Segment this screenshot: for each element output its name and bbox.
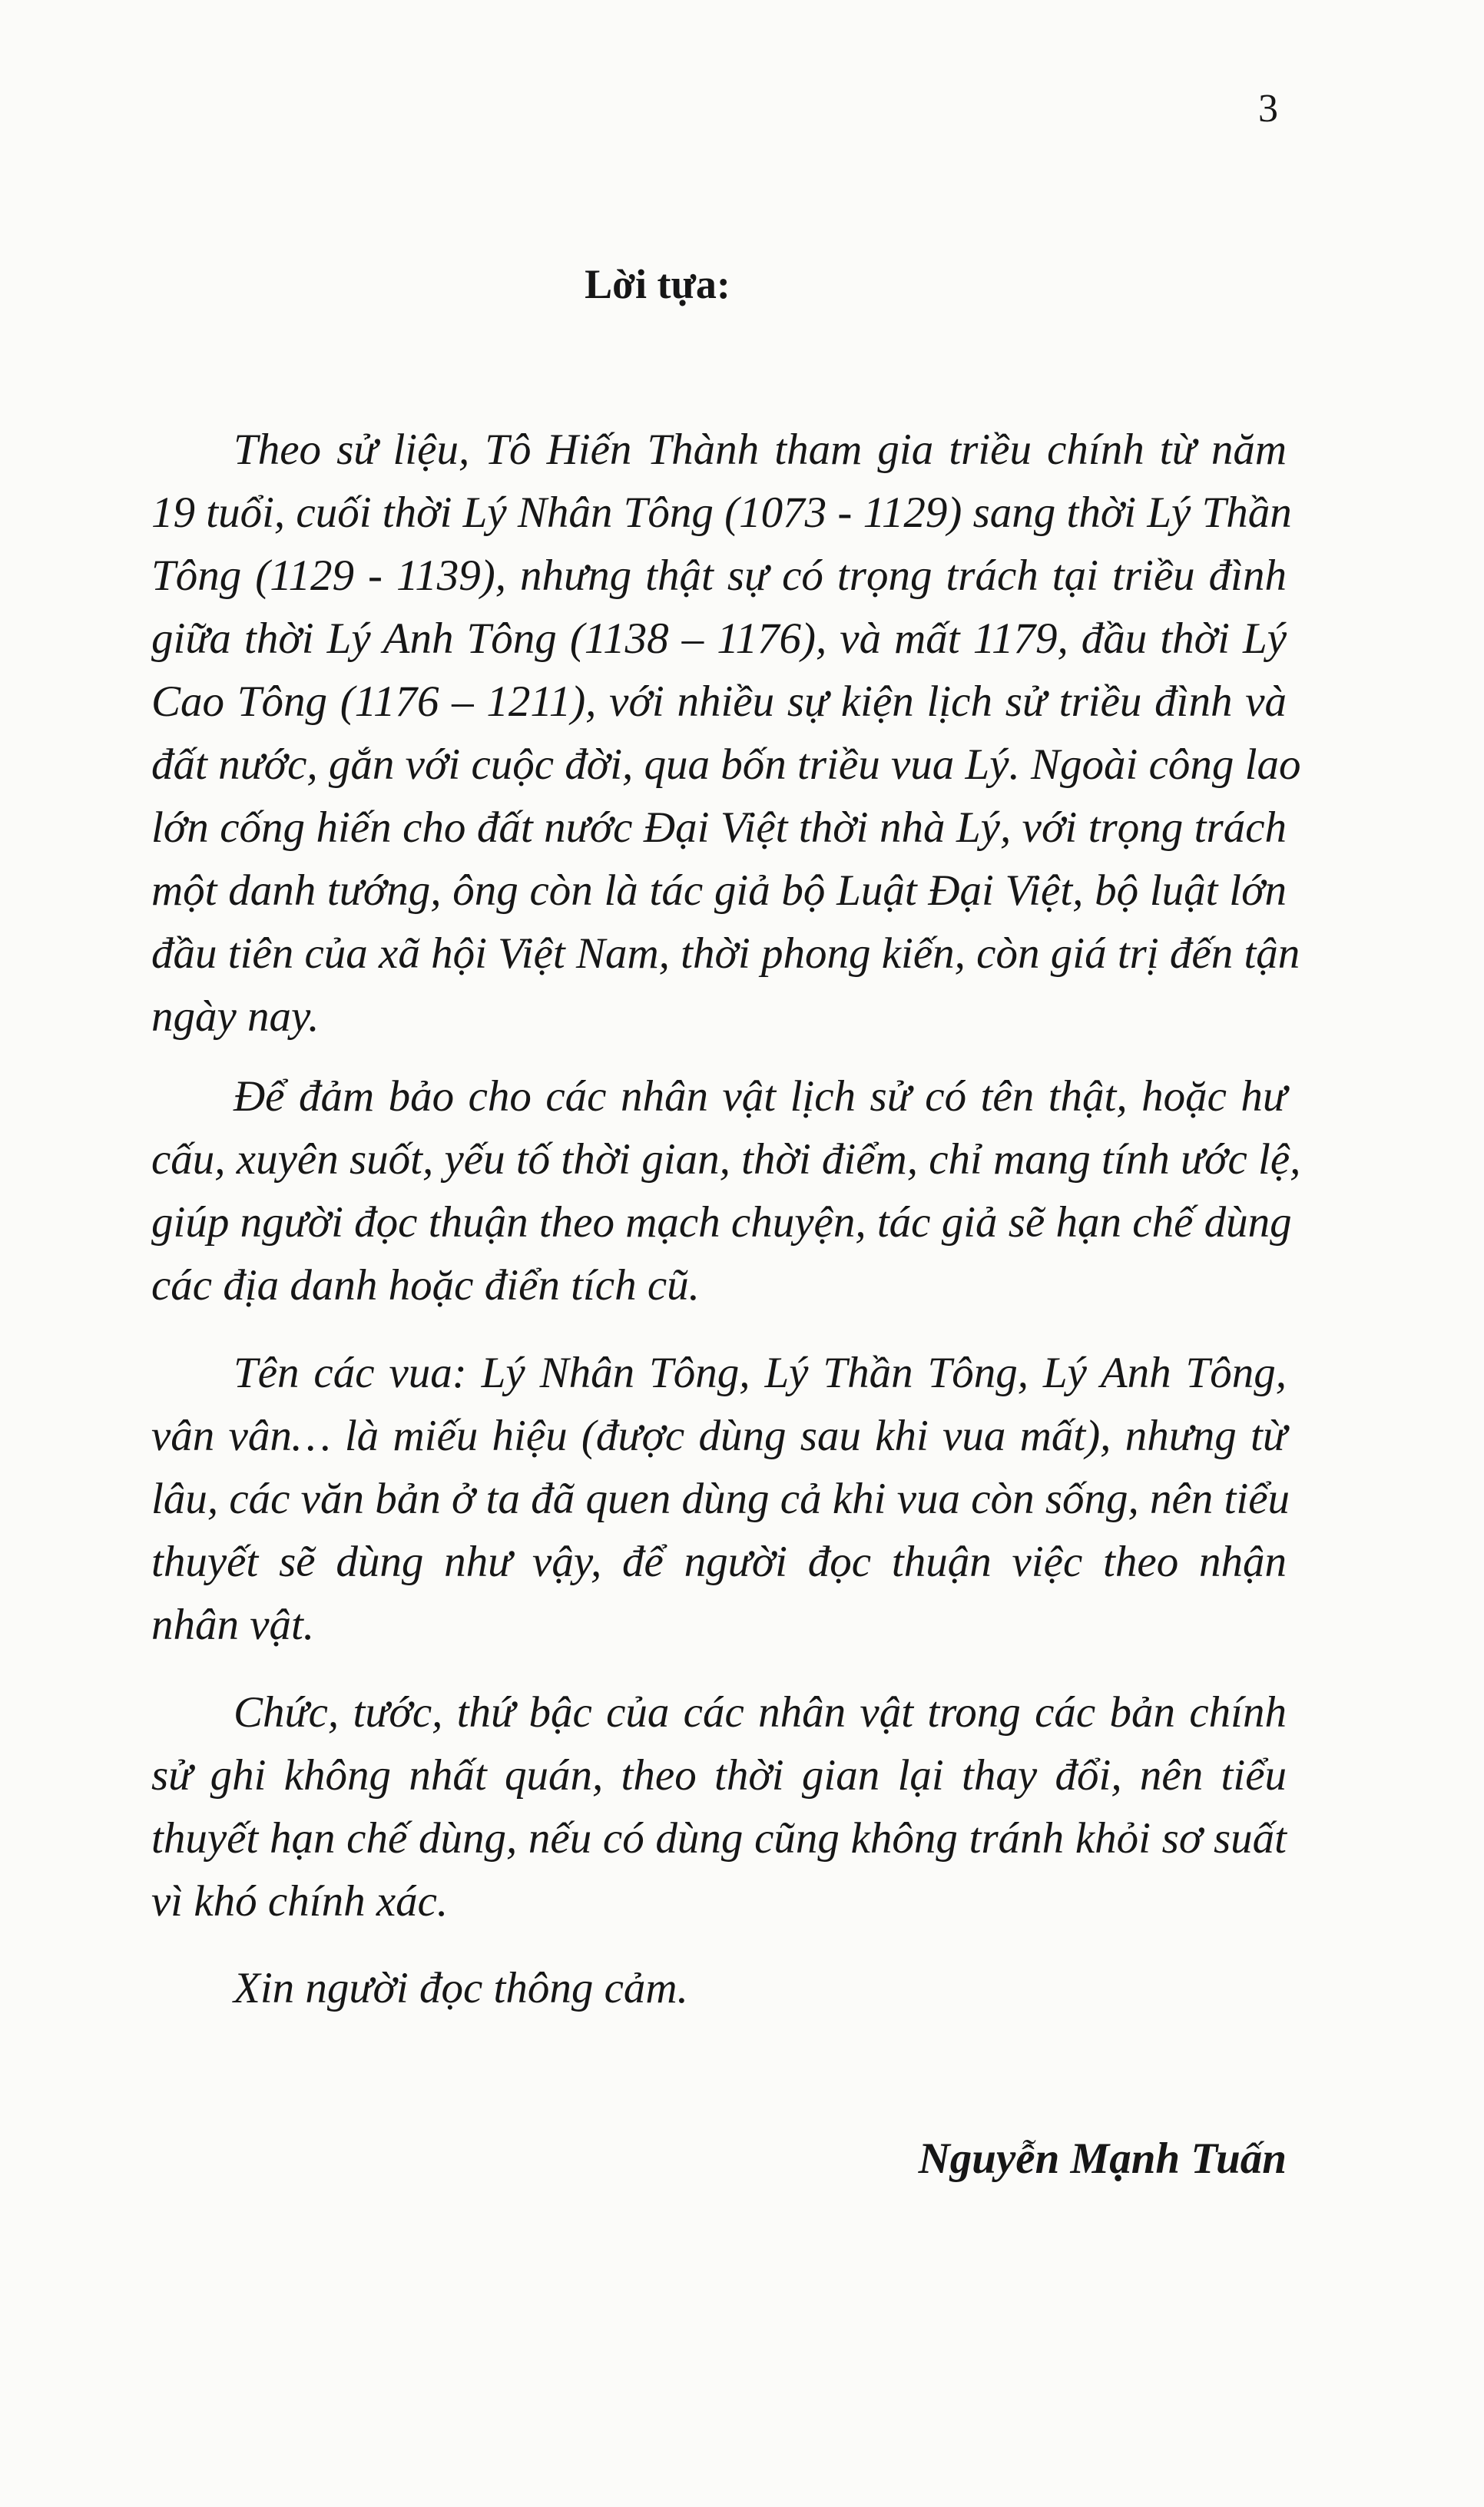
- paragraph-1: [151, 419, 1301, 1048]
- text-line: một danh tướng, ông còn là tác giả bộ Luật Đại Việt, bộ luật lớn: [151, 866, 1287, 915]
- text-line: lớn cống hiến cho đất nước Đại Việt thời nhà Lý, với trọng trách: [151, 803, 1287, 852]
- paragraph-4: [151, 1681, 1287, 1933]
- text-line: vì khó chính xác.: [151, 1877, 449, 1926]
- text-line: Tên các vua: Lý Nhân Tông, Lý Thần Tông, Lý Anh Tông,: [234, 1349, 1287, 1397]
- text-line: Xin người đọc thông cảm.: [234, 1964, 688, 2012]
- text-line: giúp người đọc thuận theo mạch chuyện, tác giả sẽ hạn chế dùng: [151, 1198, 1292, 1247]
- author-signature: Nguyễn Mạnh Tuấn: [918, 2134, 1287, 2183]
- text-line: Chức, tước, thứ bậc của các nhân vật trong các bản chính: [234, 1688, 1287, 1737]
- text-line: giữa thời Lý Anh Tông (1138 – 1176), và mất 1179, đầu thời Lý: [151, 614, 1287, 663]
- text-line: Để đảm bảo cho các nhân vật lịch sử có tên thật, hoặc hư: [234, 1072, 1287, 1121]
- text-line: nhân vật.: [151, 1601, 315, 1649]
- text-line: sử ghi không nhất quán, theo thời gian lại thay đổi, nên tiểu: [151, 1751, 1287, 1800]
- text-line: ngày nay.: [151, 992, 320, 1041]
- text-line: Theo sử liệu, Tô Hiến Thành tham gia triều chính từ năm: [234, 426, 1287, 474]
- preface-title: Lời tựa:: [585, 261, 730, 307]
- text-line: cấu, xuyên suốt, yếu tố thời gian, thời điểm, chỉ mang tính ước lệ,: [151, 1135, 1301, 1184]
- text-line: 19 tuổi, cuối thời Lý Nhân Tông (1073 - 1129) sang thời Lý Thần: [151, 488, 1292, 537]
- paragraph-5: [151, 1957, 1287, 2020]
- page-number: 3: [1258, 87, 1278, 131]
- paragraph-3: [151, 1342, 1290, 1657]
- text-line: các địa danh hoặc điển tích cũ.: [151, 1261, 700, 1310]
- paragraph-2: [151, 1065, 1301, 1317]
- text-line: đất nước, gắn với cuộc đời, qua bốn triều vua Lý. Ngoài công lao: [151, 740, 1301, 789]
- text-line: Tông (1129 - 1139), nhưng thật sự có trọng trách tại triều đình: [151, 551, 1287, 600]
- text-line: lâu, các văn bản ở ta đã quen dùng cả khi vua còn sống, nên tiểu: [151, 1475, 1290, 1523]
- text-line: vân vân… là miếu hiệu (được dùng sau khi vua mất), nhưng từ: [151, 1412, 1287, 1460]
- text-line: thuyết hạn chế dùng, nếu có dùng cũng không tránh khỏi sơ suất: [151, 1814, 1287, 1863]
- text-line: đầu tiên của xã hội Việt Nam, thời phong kiến, còn giá trị đến tận: [151, 929, 1300, 978]
- text-line: Cao Tông (1176 – 1211), với nhiều sự kiện lịch sử triều đình và: [151, 677, 1287, 726]
- text-line: thuyết sẽ dùng như vậy, để người đọc thuận việc theo nhận: [151, 1538, 1287, 1586]
